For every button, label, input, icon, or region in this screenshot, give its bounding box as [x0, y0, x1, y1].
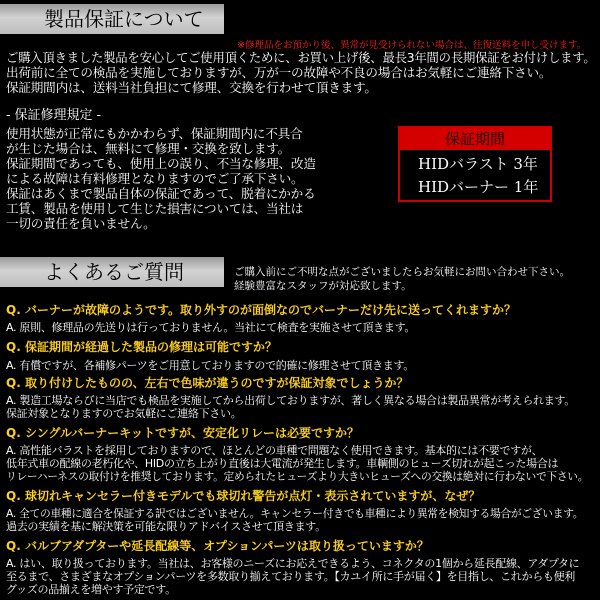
faq-answer: グッズの品揃えを増やす予定です。	[6, 583, 176, 596]
warranty-intro-line: 出荷前に全ての検品を実施しておりますが、万が一の故障や不良の場合はお気軽にご連絡下さい。	[6, 65, 552, 80]
faq-header	[0, 257, 224, 287]
warranty-term-line: 保証はあくまで製品自体の保証であって、脱着にかかる	[6, 186, 316, 201]
faq-question: Q. シングルバーナーキットですが、安定化リレーは必要ですか？	[6, 426, 359, 440]
warranty-period-line: HIDバラスト 3年	[418, 155, 538, 173]
faq-header-text: よくあるご質問	[44, 260, 184, 284]
warranty-header	[0, 4, 224, 34]
faq-question: Q. バーナーが故障のようです。取り外すのが面倒なのでバーナーだけ先に送ってくれますか？	[6, 303, 516, 317]
faq-answer: 過去の実績を基に解決策を可能な限りアドバイスさせて頂きます。	[6, 520, 326, 533]
warranty-sub-heading: - 保証修理規定 -	[6, 108, 102, 123]
warranty-period-box	[398, 126, 552, 202]
faq-question: Q. バルブアダプターや延長配線等、オプションパーツは取り扱っていますか？	[6, 539, 429, 553]
warranty-notice: ※修理品をお預かり後、異常が見受けられない場合は、往復送料を申し受けます。	[237, 40, 587, 51]
warranty-term-line: による故障は有料修理となりますのでご了承下さい。	[6, 171, 304, 186]
warranty-intro-line: 保証期間内は、送料当社負担にて修理、交換を行わせて頂きます。	[6, 80, 377, 95]
faq-answer: A. 有償ですが、各補修パーツをご用意しておりますので的確に修理させて頂きます。	[6, 359, 415, 372]
warranty-intro-line: ご購入頂きました製品を安心してご使用頂くために、お買い上げ後、最長3年間の長期保証をお付けします。	[6, 51, 596, 65]
faq-question: Q. 球切れキャンセラー付きモデルでも球切れ警告が点灯・表示されていますが、なぜ？	[6, 489, 481, 503]
warranty-term-line: 工賃、製品を使用して生じた損害については、当社は	[6, 201, 304, 216]
warranty-term-line: 使用状態が正常にもかかわらず、保証期間内に不具合	[6, 126, 303, 141]
faq-answer: A. 原則、修理品の先送りは行っておりません。当社にて検査を実施させて頂きます。	[6, 321, 416, 334]
faq-answer: A. 製造工場ならびに当店でも検品を実施してから出荷しておりますが、著しく異なる場合は製品異常が考えられます。	[6, 394, 575, 407]
faq-answer: A. 全ての車種に適合を保証する訳ではございません。キャンセラー付きでも車種により異常を検知する場合がございます。	[6, 507, 584, 520]
warranty-term-line: 保証期間であっても、使用上の誤り、不当な修理、改造	[6, 156, 316, 171]
warranty-term-line: が生じた場合は、無料にて修理・交換を致します。	[6, 141, 291, 156]
faq-note-line: 経験豊富なスタッフが対応致します。	[234, 280, 412, 292]
faq-answer: 至るまで、さまざまなオプションパーツを多数取り揃えております。【カユイ所に手が届く】を目指し、これからも便利	[6, 570, 575, 583]
faq-answer: A. はい、取り扱っております。当社は、お客様のニーズにお応えできるよう、コネクタの1個から延長配線、アダプタに	[6, 557, 580, 570]
faq-answer: 保証対象となりますのでお気軽にご連絡下さい。	[6, 407, 242, 420]
faq-question: Q. 保証期間が経過した製品の修理は可能ですか？	[6, 340, 277, 354]
faq-note-line: ご購入前にご不明な点がございましたらお気軽にお問い合わせ下さい。	[234, 266, 570, 278]
warranty-header-text: 製品保証について	[44, 7, 204, 31]
warranty-period-title: 保証期間	[400, 128, 550, 150]
warranty-term-line: 一切の責任を負いません。	[6, 216, 156, 231]
warranty-period-line: HIDバーナー 1年	[418, 178, 539, 196]
faq-answer: 低年式車の配線の老朽化や、HIDの立ち上がり直後は大電流が発生します。車輌側のヒューズ切れが起こった場合は	[6, 457, 559, 470]
faq-answer: A. 高性能バラストを採用しておりますので、ほとんどの車種で問題なく使用できます。基本的には不要ですが、	[6, 444, 543, 457]
faq-question: Q. 取り付けしたものの、左右で色味が違うのですが保証対象でしょうか？	[6, 376, 409, 390]
faq-answer: リレーハーネスの取付けを推奨しております。定められたヒューズより大きいヒューズへの交換は絶対に行わないで下さい。	[6, 470, 589, 483]
